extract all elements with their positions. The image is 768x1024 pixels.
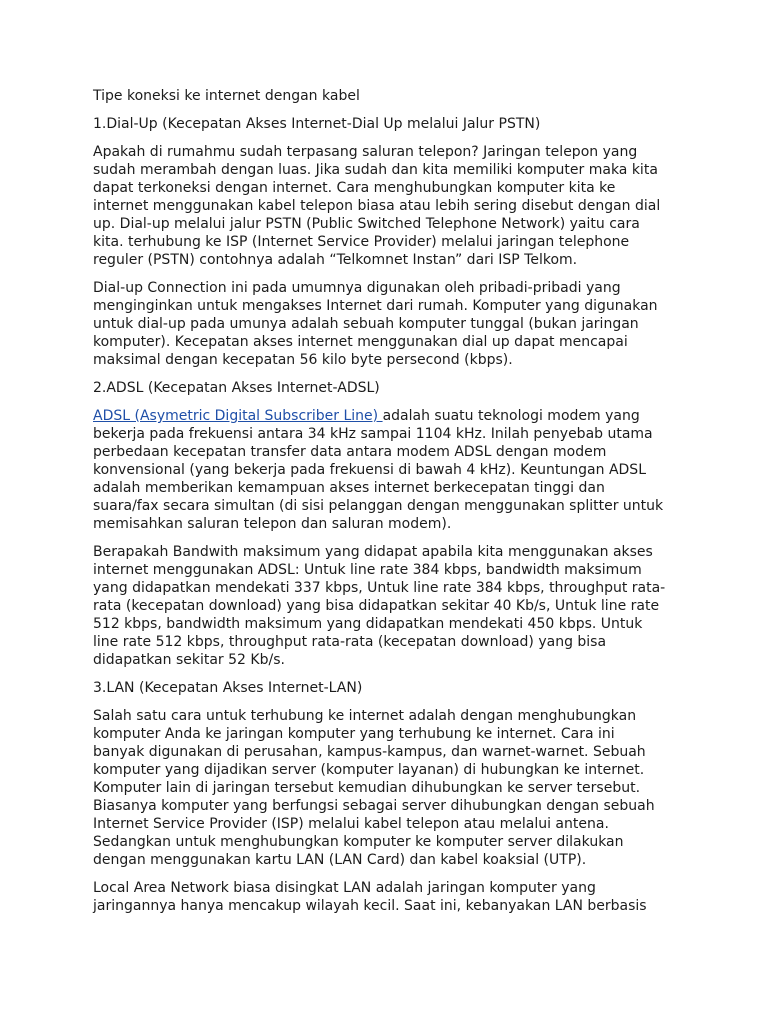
- text-line: komputer). Kecepatan akses internet menggunakan dial up dapat mencapai: [93, 334, 628, 350]
- text-line: reguler (PSTN) contohnya adalah “Telkomnet Instan” dari ISP Telkom.: [93, 252, 578, 268]
- text-line: rata (kecepatan download) yang bisa didapatkan sekitar 40 Kb/s, Untuk line rate: [93, 598, 660, 614]
- text-line: menginginkan untuk mengakses Internet dari rumah. Komputer yang digunakan: [93, 298, 658, 314]
- text-line: yang didapatkan mendekati 337 kbps, Untuk line rate 384 kbps, throughput rata-: [93, 580, 666, 596]
- adsl-link[interactable]: ADSL (Asymetric Digital Subscriber Line): [93, 408, 383, 424]
- paragraph-dialup-intro: [93, 143, 683, 269]
- text-line: jaringannya hanya mencakup wilayah kecil. Saat ini, kebanyakan LAN berbasis: [93, 898, 647, 914]
- section-heading-dialup: 1.Dial-Up (Kecepatan Akses Internet-Dial Up melalui Jalur PSTN): [93, 116, 541, 132]
- text-line: Apakah di rumahmu sudah terpasang saluran telepon? Jaringan telepon yang: [93, 144, 638, 160]
- text-line: Berapakah Bandwith maksimum yang didapat apabila kita menggunakan akses: [93, 544, 653, 560]
- text-line: memisahkan saluran telepon dan saluran modem).: [93, 516, 452, 532]
- paragraph-adsl-intro: [93, 407, 683, 533]
- text-line: didapatkan sekitar 52 Kb/s.: [93, 652, 285, 668]
- text-line: Local Area Network biasa disingkat LAN adalah jaringan komputer yang: [93, 880, 596, 896]
- paragraph-lan-definition: [93, 879, 683, 915]
- text-line: suara/fax secara simultan (di sisi pelanggan dengan menggunakan splitter untuk: [93, 498, 664, 514]
- text-line: banyak digunakan di perusahan, kampus-kampus, dan warnet-warnet. Sebuah: [93, 744, 646, 760]
- paragraph-dialup-usage: [93, 279, 683, 369]
- text-line: bekerja pada frekuensi antara 34 kHz sampai 1104 kHz. Inilah penyebab utama: [93, 426, 653, 442]
- text-line: internet menggunakan ADSL: Untuk line rate 384 kbps, bandwidth maksimum: [93, 562, 642, 578]
- text-line: Internet Service Provider (ISP) melalui kabel telepon atau melalui antena.: [93, 816, 609, 832]
- text-span: adalah suatu teknologi modem yang: [382, 408, 640, 424]
- text-line: komputer Anda ke jaringan komputer yang terhubung ke internet. Cara ini: [93, 726, 615, 742]
- text-line: Biasanya komputer yang berfungsi sebagai server dihubungkan dengan sebuah: [93, 798, 655, 814]
- text-line: internet menggunakan kabel telepon biasa atau lebih sering disebut dengan dial: [93, 198, 661, 214]
- text-line: konvensional (yang bekerja pada frekuensi di bawah 4 kHz). Keuntungan ADSL: [93, 462, 646, 478]
- text-line: line rate 512 kbps, throughput rata-rata (kecepatan download) yang bisa: [93, 634, 607, 650]
- text-line: Dial-up Connection ini pada umumnya digunakan oleh pribadi-pribadi yang: [93, 280, 621, 296]
- text-line: dapat terkoneksi dengan internet. Cara menghubungkan komputer kita ke: [93, 180, 616, 196]
- text-line: sudah merambah dengan luas. Jika sudah dan kita memiliki komputer maka kita: [93, 162, 658, 178]
- text-line: up. Dial-up melalui jalur PSTN (Public Switched Telephone Network) yaitu cara: [93, 216, 640, 232]
- document-page: [93, 87, 683, 925]
- text-line: kita. terhubung ke ISP (Internet Service Provider) melalui jaringan telephone: [93, 234, 630, 250]
- text-line: dengan menggunakan kartu LAN (LAN Card) dan kabel koaksial (UTP).: [93, 852, 587, 868]
- text-line: Salah satu cara untuk terhubung ke internet adalah dengan menghubungkan: [93, 708, 637, 724]
- text-line: untuk dial-up pada umunya adalah sebuah komputer tunggal (bukan jaringan: [93, 316, 639, 332]
- text-line: [93, 407, 683, 425]
- text-line: perbedaan kecepatan transfer data antara modem ADSL dengan modem: [93, 444, 607, 460]
- text-line: 512 kbps, bandwidth maksimum yang didapatkan mendekati 450 kbps. Untuk: [93, 616, 643, 632]
- document-title: Tipe koneksi ke internet dengan kabel: [93, 88, 360, 104]
- text-line: maksimal dengan kecepatan 56 kilo byte persecond (kbps).: [93, 352, 513, 368]
- text-line: komputer yang dijadikan server (komputer layanan) di hubungkan ke internet.: [93, 762, 645, 778]
- section-heading-lan: 3.LAN (Kecepatan Akses Internet-LAN): [93, 680, 363, 696]
- paragraph-lan-intro: [93, 707, 683, 869]
- text-line: Komputer lain di jaringan tersebut kemudian dihubungkan ke server tersebut.: [93, 780, 641, 796]
- paragraph-adsl-bandwidth: [93, 543, 683, 669]
- text-line: Sedangkan untuk menghubungkan komputer ke komputer server dilakukan: [93, 834, 624, 850]
- text-line: adalah memberikan kemampuan akses internet berkecepatan tinggi dan: [93, 480, 605, 496]
- section-heading-adsl: 2.ADSL (Kecepatan Akses Internet-ADSL): [93, 380, 380, 396]
